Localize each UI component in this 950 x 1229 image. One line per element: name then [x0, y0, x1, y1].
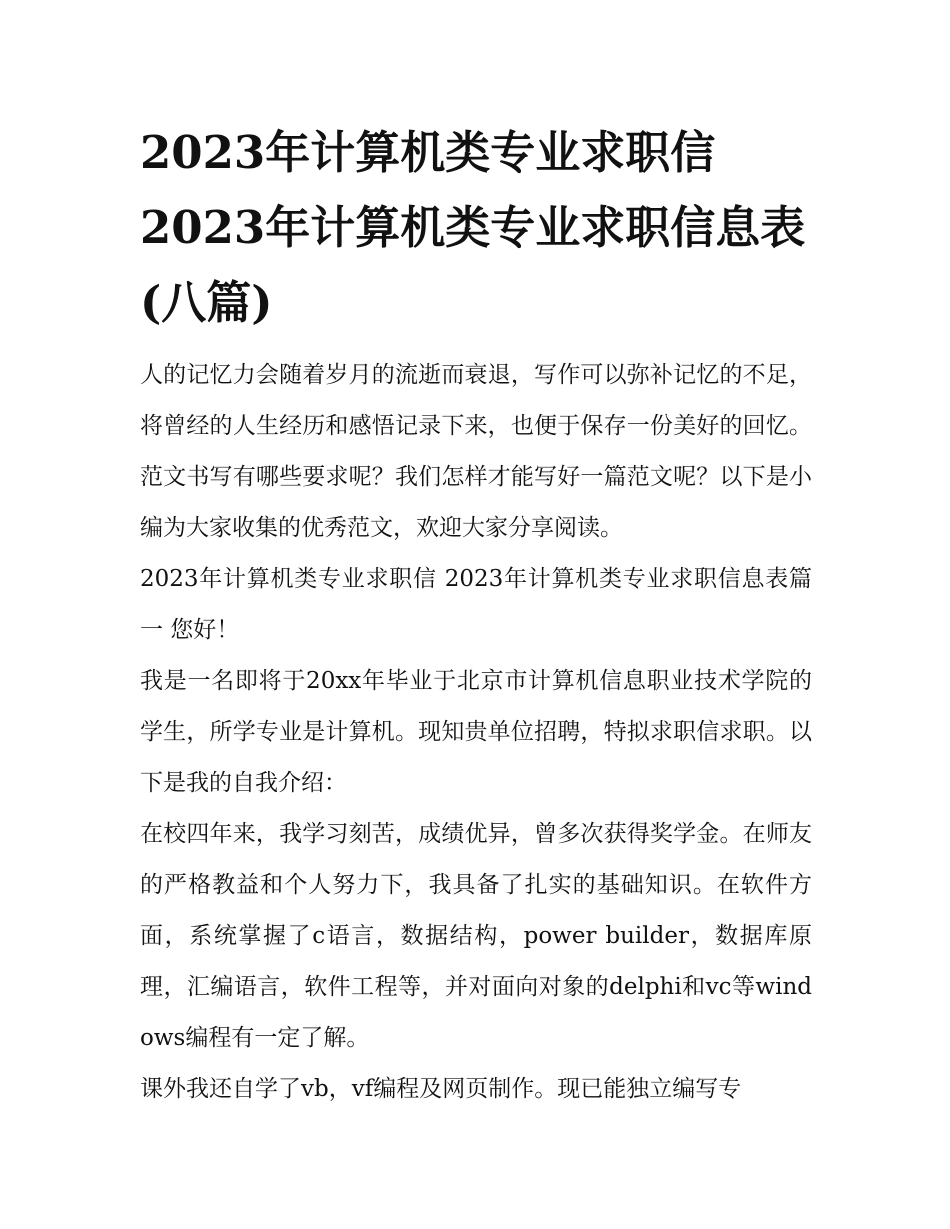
document-body — [140, 115, 812, 1115]
paragraph-heading-greeting: 2023年计算机类专业求职信 2023年计算机类专业求职信息表篇一 您好！ — [140, 566, 812, 643]
paragraph-intro: 人的记忆力会随着岁月的流逝而衰退，写作可以弥补记忆的不足，将曾经的人生经历和感悟记录下来，也便于保存一份美好的回忆。范文书写有哪些要求呢？我们怎样才能写好一篇范文呢？以下是小编为大家收集的优秀范文，欢迎大家分享阅读。 — [140, 362, 812, 541]
title-line-1: 2023年计算机类专业求职信 — [140, 126, 716, 179]
document-title — [140, 115, 812, 340]
paragraph-extracurricular: 课外我还自学了vb，vf编程及网页制作。现已能独立编写专 — [140, 1076, 742, 1102]
paragraph-self-intro: 我是一名即将于20xx年毕业于北京市计算机信息职业技术学院的学生，所学专业是计算机。现知贵单位招聘，特拟求职信求职。以下是我的自我介绍： — [140, 668, 812, 796]
paragraph-study: 在校四年来，我学习刻苦，成绩优异，曾多次获得奖学金。在师友的严格教益和个人努力下，我具备了扎实的基础知识。在软件方面，系统掌握了c语言，数据结构，power builder，数据库原理，汇编语言，软件工程等，并对面向对象的delphi和vc等windows编程有一定了解。 — [140, 821, 812, 1051]
title-line-2: 2023年计算机类专业求职信息表(八篇) — [140, 201, 806, 329]
